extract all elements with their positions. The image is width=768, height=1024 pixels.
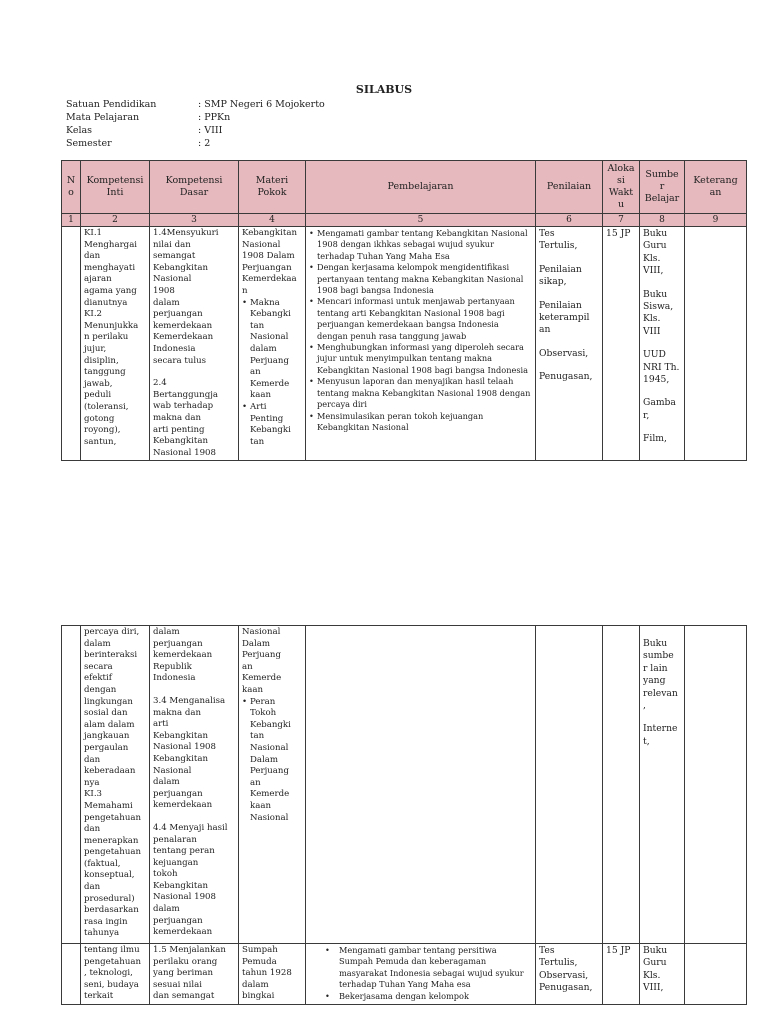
- column-number: 1: [62, 214, 81, 227]
- cell-penilaian: Tes Tertulis, Observasi, Penugasan,: [536, 944, 603, 1005]
- header-penilaian: Penilaian: [536, 161, 603, 214]
- table-row: [62, 227, 747, 461]
- cell-keterangan: [685, 626, 747, 944]
- column-number: 9: [685, 214, 747, 227]
- header-alokasi-waktu: Aloka si Wakt u: [603, 161, 640, 214]
- info-row: [66, 111, 325, 124]
- info-row: [66, 98, 325, 111]
- cell-no: [62, 227, 81, 461]
- table-row: [62, 626, 747, 944]
- column-number: 3: [150, 214, 239, 227]
- column-number: 6: [536, 214, 603, 227]
- kd-2-4: 2.4 Bertanggungja wab terhadap makna dan arti penting Kebangkitan Nasional 1908: [153, 378, 218, 458]
- header-no: N o: [62, 161, 81, 214]
- info-row: [66, 137, 325, 150]
- list-item: • Peran Tokoh Kebangki tan Nasional Dalam Perjuang an Kemerde kaan Nasional: [242, 697, 302, 825]
- syllabus-table-part-2: [61, 625, 747, 1005]
- cell-penilaian: [536, 626, 603, 944]
- cell-sumber-belajar: Buku sumbe r lain yang relevan , Interne t,: [640, 626, 685, 944]
- list-item: • Mencari informasi untuk menjawab pertanyaan tentang arti Kebangkitan Nasional 1908 bagi perjuangan kemerdekaan bangsa Indonesia dengan penuh rasa tanggung jawab: [309, 296, 532, 342]
- page-title: SILABUS: [355, 83, 413, 96]
- cell-sumber-belajar: Buku Guru Kls. VIII,: [640, 944, 685, 1005]
- list-item: • Mensimulasikan peran tokoh kejuangan Kebangkitan Nasional: [309, 411, 532, 434]
- list-item: • Bekerjasama dengan kelompok: [325, 991, 532, 1002]
- header-pembelajaran: Pembelajaran: [306, 161, 536, 214]
- info-value: : VIII: [198, 125, 223, 136]
- kd-1-5: 1.5 Menjalankan perilaku orang yang beriman sesuai nilai dan semangat: [153, 945, 226, 1002]
- header-kompetensi-dasar: Kompetensi Dasar: [150, 161, 239, 214]
- header-keterangan: Keterang an: [685, 161, 747, 214]
- info-value: : PPKn: [198, 112, 231, 123]
- header-materi-pokok: Materi Pokok: [239, 161, 306, 214]
- document-info: [66, 98, 325, 150]
- header-sumber-belajar: Sumbe r Belajar: [640, 161, 685, 214]
- list-item: • Mengamati gambar tentang Kebangkitan Nasional 1908 dengan ikhkas sebagai wujud syukur terhadap Tuhan Yang Maha Esa: [309, 228, 532, 262]
- cell-pembelajaran: [306, 626, 536, 944]
- column-number: 5: [306, 214, 536, 227]
- cell-materi-pokok: Kebangkitan Nasional 1908 Dalam Perjuangan Kemerdekaa n • Makna Kebangki tan Nasional dalam Perjuang an Kemerde kaan • Arti Penting Kebangki tan: [239, 227, 306, 461]
- kd-3-4: 3.4 Menganalisa makna dan arti Kebangkitan Nasional 1908 Kebangkitan Nasional dalam perjuangan kemerdekaan: [153, 695, 226, 811]
- cell-no: [62, 944, 81, 1005]
- cell-kompetensi-inti: KI.1 Menghargai dan menghayati ajaran agama yang dianutnya KI.2 Menunjukka n perilaku jujur, disiplin, tanggung jawab, peduli (toleransi, gotong royong), santun,: [81, 227, 150, 461]
- cell-kompetensi-dasar: [150, 227, 239, 461]
- list-item: • Arti Penting Kebangki tan: [242, 402, 302, 448]
- info-value: : 2: [198, 138, 211, 149]
- cell-alokasi-waktu: [603, 626, 640, 944]
- cell-kompetensi-inti: percaya diri, dalam berinteraksi secara efektif dengan lingkungan sosial dan alam dalam jangkauan pergaulan dan keberadaan nya KI.3 Memahami pengetahuan dan menerapkan pengetahuan (faktual, konseptual, dan prosedural) berdasarkan rasa ingin tahunya: [81, 626, 150, 944]
- list-item: • Makna Kebangki tan Nasional dalam Perjuang an Kemerde kaan: [242, 298, 302, 402]
- list-item: • Dengan kerjasama kelompok mengidentifikasi pertanyaan tentang makna Kebangkitan Nasional 1908 bagi bangsa Indonesia: [309, 262, 532, 296]
- column-number: 4: [239, 214, 306, 227]
- info-row: [66, 124, 325, 137]
- list-item: • Mengamati gambar tentang persitiwa Sumpah Pemuda dan keberagaman masyarakat Indonesia sebagai wujud syukur terhadap Tuhan Yang Maha esa: [325, 945, 532, 991]
- column-number: 2: [81, 214, 150, 227]
- cell-materi-pokok: Sumpah Pemuda tahun 1928 dalam bingkai: [239, 944, 306, 1005]
- cell-kompetensi-inti: tentang ilmu pengetahuan , teknologi, seni, budaya terkait: [81, 944, 150, 1005]
- cell-alokasi-waktu: 15 JP: [603, 227, 640, 461]
- table-row: [62, 944, 747, 1005]
- syllabus-table-part-1: [61, 160, 747, 461]
- info-value: : SMP Negeri 6 Mojokerto: [198, 99, 325, 110]
- header-kompetensi-inti: Kompetensi Inti: [81, 161, 150, 214]
- cell-sumber-belajar: Buku Guru Kls. VIII, Buku Siswa, Kls. VIII UUD NRI Th. 1945, Gamba r, Film,: [640, 227, 685, 461]
- cell-keterangan: [685, 227, 747, 461]
- cell-no: [62, 626, 81, 944]
- kd-4-4: 4.4 Menyaji hasil penalaran tentang peran kejuangan tokoh Kebangkitan Nasional 1908 dalam perjuangan kemerdekaan: [153, 822, 228, 938]
- kd-1-4: 1.4Mensyukuri nilai dan semangat Kebangkitan Nasional 1908 dalam perjuangan kemerdekaan Kemerdekaan Indonesia secara tulus: [153, 228, 219, 366]
- info-label: Mata Pelajaran: [66, 112, 140, 123]
- column-number: 8: [640, 214, 685, 227]
- info-label: Semester: [66, 138, 112, 149]
- cell-pembelajaran: [306, 944, 536, 1005]
- cell-keterangan: [685, 944, 747, 1005]
- column-number: 7: [603, 214, 640, 227]
- info-label: Satuan Pendidikan: [66, 99, 157, 110]
- list-item: • Menyusun laporan dan menyajikan hasil telaah tentang makna Kebangkitan Nasional 1908 dengan percaya diri: [309, 376, 532, 410]
- info-label: Kelas: [66, 125, 93, 136]
- cell-alokasi-waktu: 15 JP: [603, 944, 640, 1005]
- cell-kompetensi-dasar: dalam perjuangan kemerdekaan Republik Indonesia 3.4 Menganalisa makna dan arti Kebangkitan Nasional 1908 Kebangkitan Nasional dalam perjuangan kemerdekaan 4.4 Menyaji hasil penalaran tentang peran kejuangan tokoh Kebangkitan Nasional 1908 dalam perjuangan kemerdekaan: [150, 626, 239, 944]
- cell-penilaian: Tes Tertulis, Penilaian sikap, Penilaian keterampil an Observasi, Penugasan,: [536, 227, 603, 461]
- list-item: • Menghubungkan informasi yang diperoleh secara jujur untuk menyimpulkan tentang makna Kebangkitan Nasional 1908 bagi bangsa Indonesia: [309, 342, 532, 376]
- cell-pembelajaran: [306, 227, 536, 461]
- cell-materi-pokok: Nasional Dalam Perjuang an Kemerde kaan • Peran Tokoh Kebangki tan Nasional Dalam Perjuang an Kemerde kaan Nasional: [239, 626, 306, 944]
- cell-kompetensi-dasar: [150, 944, 239, 1005]
